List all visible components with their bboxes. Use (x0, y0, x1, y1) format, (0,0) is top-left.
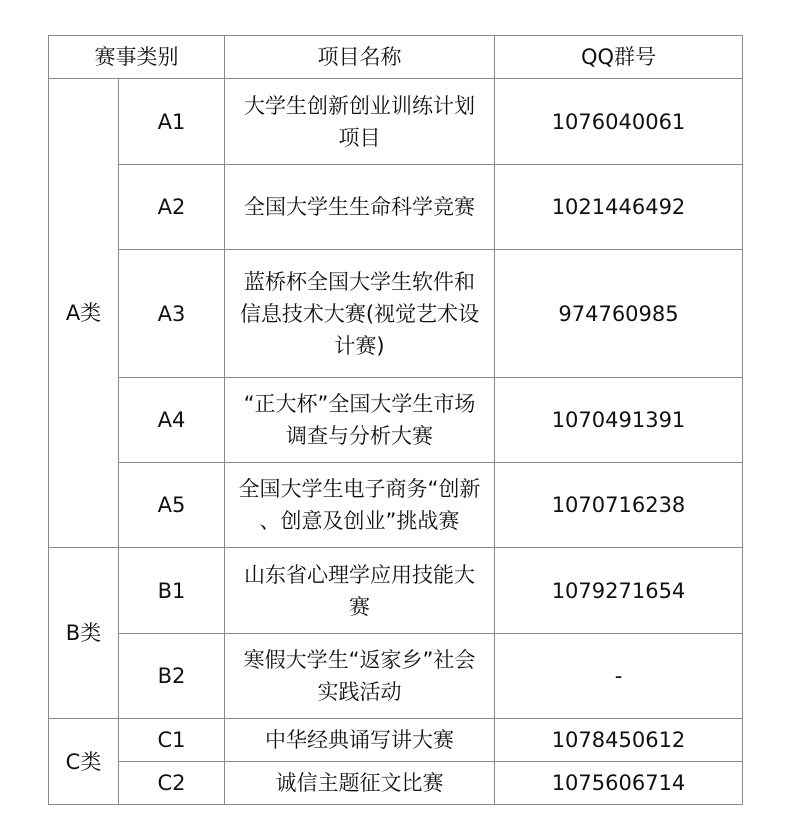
qq-number-cell: 1021446492 (495, 165, 743, 250)
category-cell: A类 (49, 79, 119, 548)
subcategory-cell: A1 (119, 79, 225, 165)
table-row (49, 250, 743, 378)
subcategory-cell: A2 (119, 165, 225, 250)
header-project-name: 项目名称 (225, 36, 495, 79)
project-name: 山东省心理学应用技能大赛 (244, 562, 475, 619)
table-row (49, 548, 743, 634)
qq-number-cell: 1075606714 (495, 762, 743, 805)
project-name-cell (225, 548, 495, 634)
qq-number-cell: 1070716238 (495, 463, 743, 548)
project-name: 诚信主题征文比赛 (275, 771, 444, 795)
project-name-cell (225, 463, 495, 548)
competition-table (48, 35, 743, 805)
table-row (49, 378, 743, 463)
table-row (49, 762, 743, 805)
project-name: “正大杯”全国大学生市场调查与分析大赛 (243, 392, 476, 448)
header-qq-group: QQ群号 (495, 36, 743, 79)
table-row (49, 165, 743, 250)
project-name: 中华经典诵写讲大赛 (265, 728, 454, 752)
subcategory-cell: C2 (119, 762, 225, 805)
project-name: 大学生创新创业训练计划项目 (244, 93, 475, 150)
subcategory-cell: B1 (119, 548, 225, 634)
project-name-cell (225, 762, 495, 805)
subcategory-cell: A5 (119, 463, 225, 548)
table-row (49, 79, 743, 165)
qq-number-cell: 1079271654 (495, 548, 743, 634)
project-name-cell (225, 634, 495, 719)
project-name-cell (225, 79, 495, 165)
project-name-cell (225, 165, 495, 250)
subcategory-cell: C1 (119, 719, 225, 762)
project-name: 全国大学生生命科学竞赛 (244, 195, 475, 219)
project-name-cell (225, 378, 495, 463)
subcategory-cell: A3 (119, 250, 225, 378)
table-row (49, 634, 743, 719)
project-name-cell (225, 719, 495, 762)
header-category: 赛事类别 (49, 36, 225, 79)
table-row (49, 463, 743, 548)
category-cell: B类 (49, 548, 119, 719)
table-row (49, 719, 743, 762)
project-name-cell (225, 250, 495, 378)
qq-number-cell: 1070491391 (495, 378, 743, 463)
qq-number-cell: 1078450612 (495, 719, 743, 762)
qq-number-cell: - (495, 634, 743, 719)
subcategory-cell: A4 (119, 378, 225, 463)
subcategory-cell: B2 (119, 634, 225, 719)
header-row (49, 36, 743, 79)
category-cell: C类 (49, 719, 119, 805)
project-name: 寒假大学生“返家乡”社会实践活动 (243, 648, 476, 704)
project-name: 全国大学生电子商务“创新 、创意及创业”挑战赛 (238, 477, 481, 533)
project-name: 蓝桥杯全国大学生软件和信息技术大赛(视觉艺术设计赛) (239, 269, 480, 358)
qq-number-cell: 974760985 (495, 250, 743, 378)
qq-number-cell: 1076040061 (495, 79, 743, 165)
